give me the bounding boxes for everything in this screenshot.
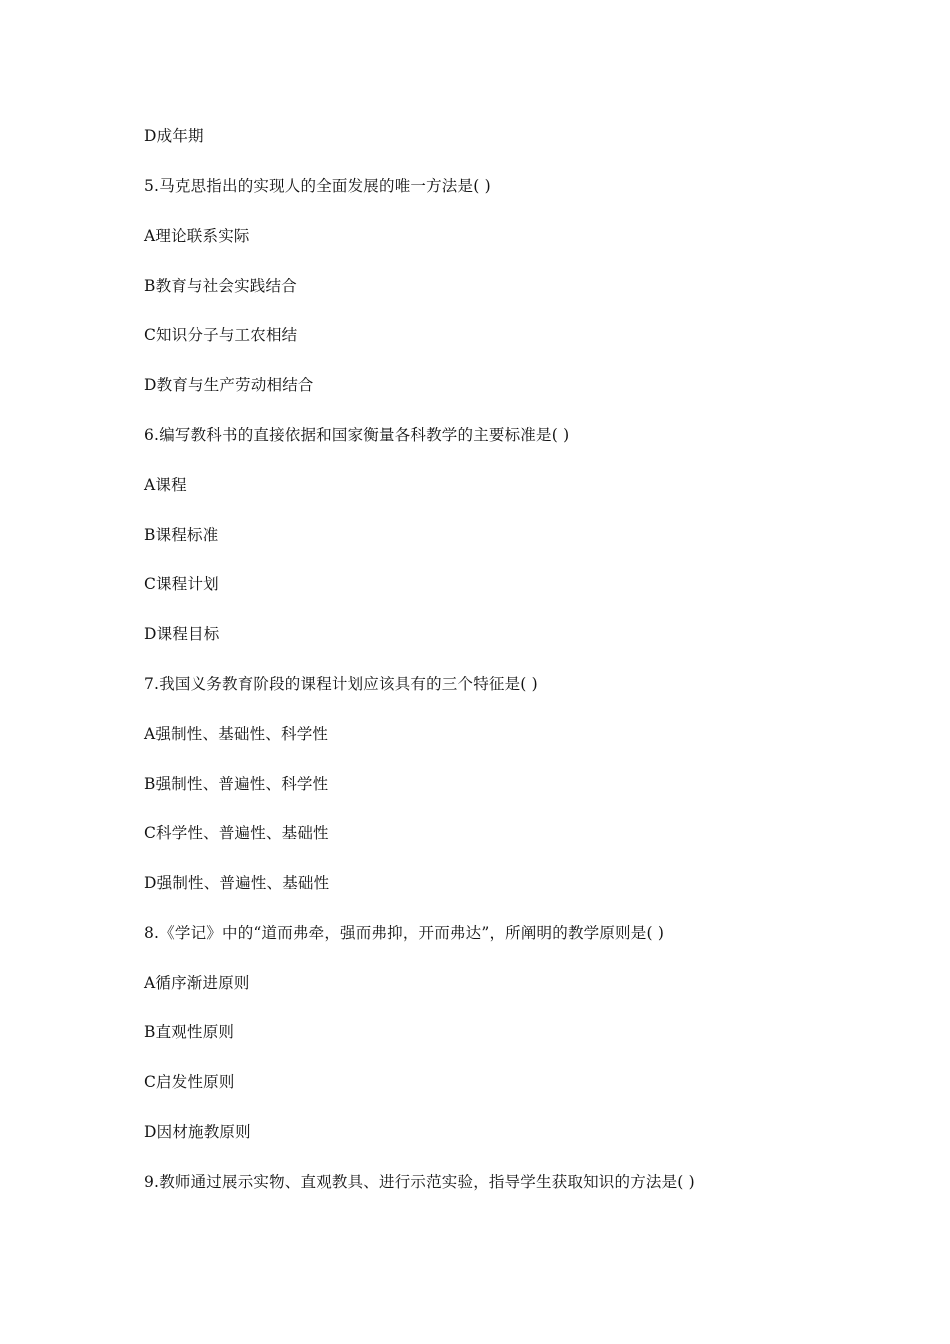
option-d-q4: D成年期 <box>144 127 204 145</box>
option-b-q7: B强制性、普遍性、科学性 <box>144 775 329 793</box>
option-b-q5: B教育与社会实践结合 <box>144 277 297 295</box>
option-c-q6: C课程计划 <box>144 575 219 593</box>
option-c-q5: C知识分子与工农相结 <box>144 326 298 344</box>
question-9: 9.教师通过展示实物、直观教具、进行示范实验，指导学生获取知识的方法是( ) <box>144 1173 695 1191</box>
option-a-q5: A理论联系实际 <box>144 227 250 245</box>
option-b-q6: B课程标准 <box>144 526 219 544</box>
question-7: 7.我国义务教育阶段的课程计划应该具有的三个特征是( ) <box>144 675 538 693</box>
option-c-q7: C科学性、普遍性、基础性 <box>144 824 329 842</box>
option-a-q8: A循序渐进原则 <box>144 974 250 992</box>
question-5: 5.马克思指出的实现人的全面发展的唯一方法是( ) <box>144 177 491 195</box>
option-b-q8: B直观性原则 <box>144 1023 235 1041</box>
option-a-q7: A强制性、基础性、科学性 <box>144 725 329 743</box>
option-d-q7: D强制性、普遍性、基础性 <box>144 874 330 892</box>
question-8: 8.《学记》中的“道而弗牵，强而弗抑，开而弗达”，所阐明的教学原则是( ) <box>144 924 665 942</box>
question-6: 6.编写教科书的直接依据和国家衡量各科教学的主要标准是( ) <box>144 426 570 444</box>
option-d-q5: D教育与生产劳动相结合 <box>144 376 314 394</box>
option-d-q6: D课程目标 <box>144 625 220 643</box>
option-c-q8: C启发性原则 <box>144 1073 235 1091</box>
option-a-q6: A课程 <box>144 476 187 494</box>
option-d-q8: D因材施教原则 <box>144 1123 251 1141</box>
